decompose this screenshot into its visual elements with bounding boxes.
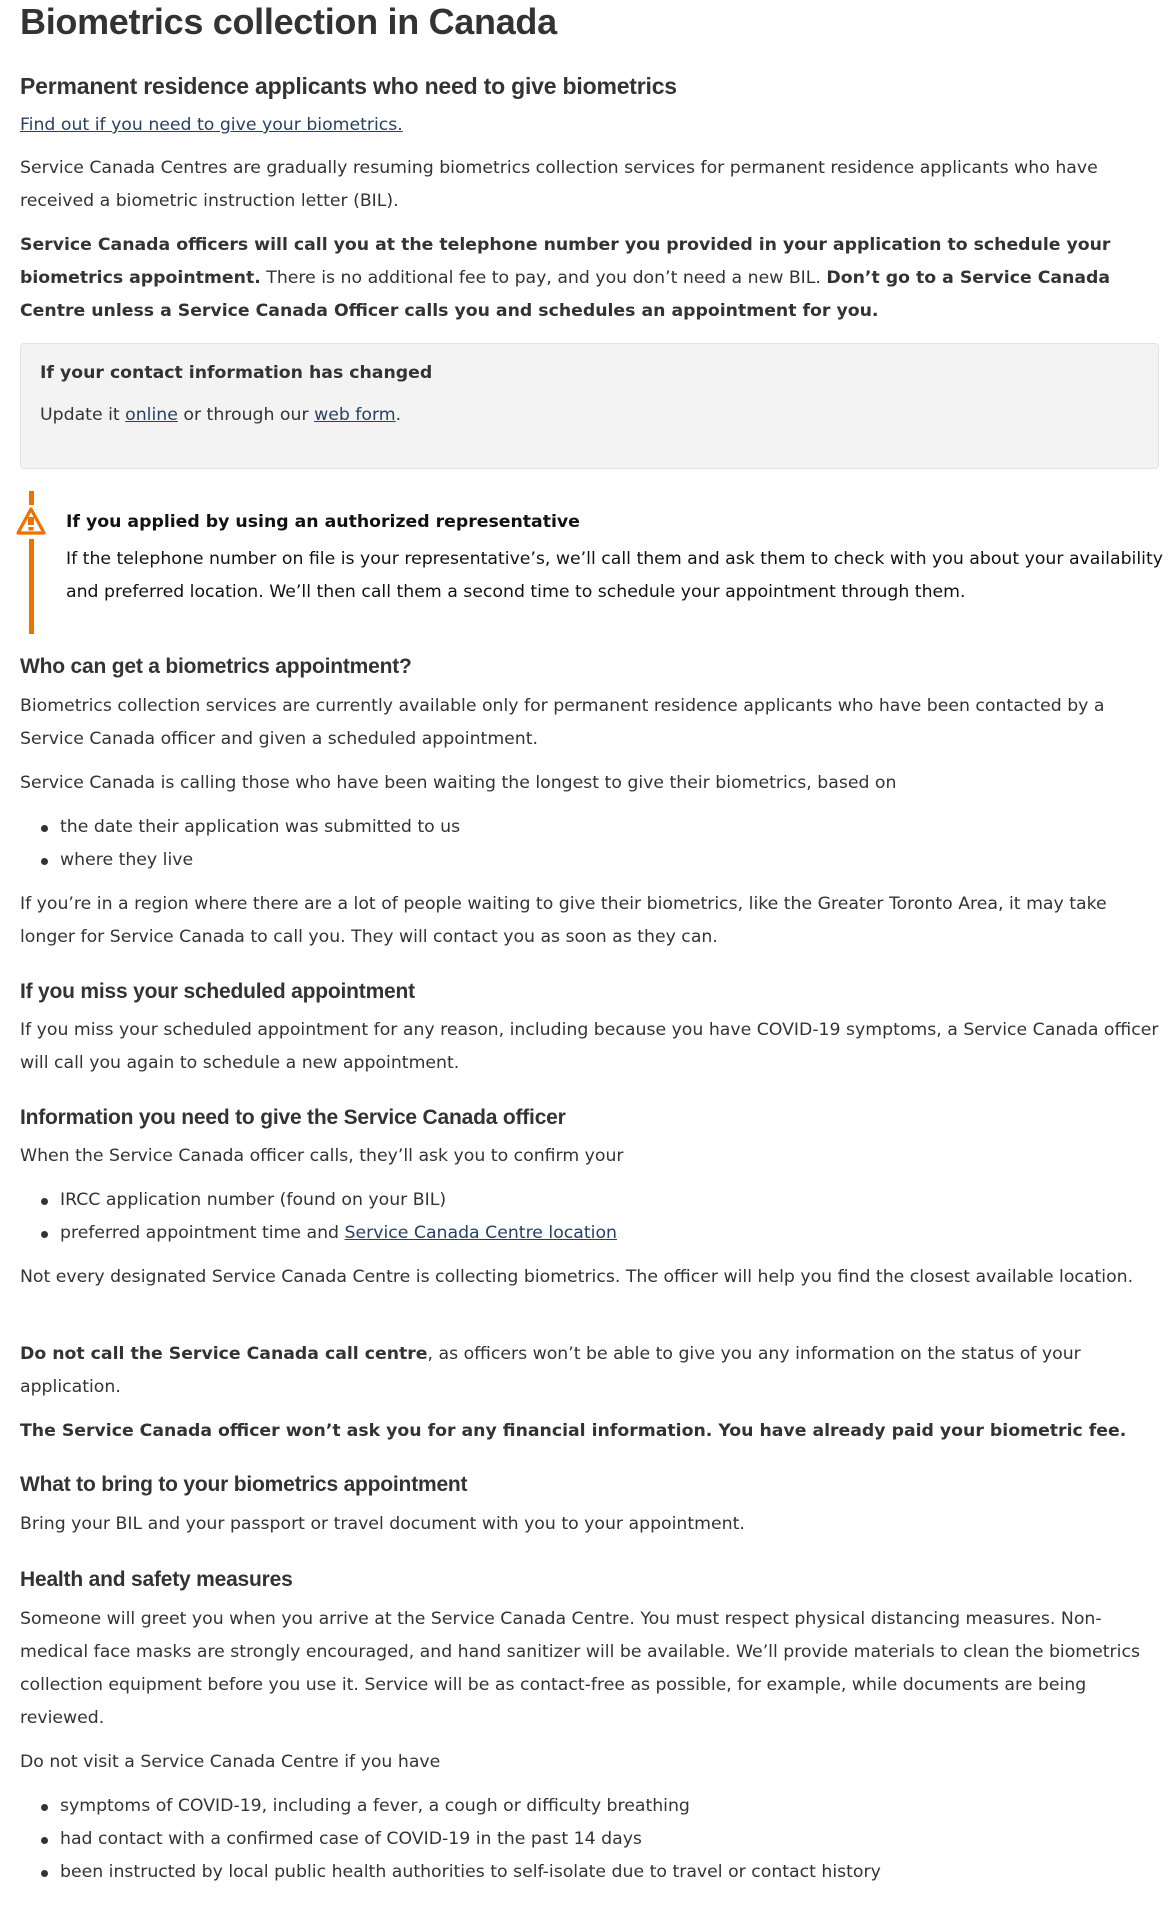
miss-paragraph: If you miss your scheduled appointment for any reason, including because you have COVID-19 symptoms, a Service Canada officer will call you again to schedule a new appointment. [20,1020,1159,1073]
no-fee-text: There is no additional fee to pay, and you don’t need a new BIL. [260,268,827,288]
no-financial-info-bold: The Service Canada officer won’t ask you for any financial information. You have already paid your biometric fee. [20,1421,1127,1441]
contact-box-text [40,399,401,432]
info-list [20,1184,1170,1250]
list-item: IRCC application number (found on your BIL) [60,1184,1170,1217]
list-item: where they live [60,844,1170,877]
section-heading-miss: If you miss your scheduled appointment [20,980,415,1003]
who-paragraph-1: Biometrics collection services are currently available only for permanent residence applicants who have been contacted by a Service Canada officer and given a scheduled appointment. [20,696,1105,749]
info-paragraph-4 [20,1415,1160,1448]
who-criteria-list [20,811,1170,877]
who-paragraph-3: If you’re in a region where there are a lot of people waiting to give their biometrics, like the Greater Toronto Area, it may take longer for Service Canada to call you. They will contact you as soon as they can. [20,894,1107,947]
do-not-call-text: , as officers won’t be able to give you any information on the status of your application. [20,1344,1081,1397]
list-item: the date their application was submitted to us [60,811,1170,844]
health-list [20,1790,1170,1889]
contact-text-before: Update it [40,405,126,425]
contact-text-middle: or through our [177,405,315,425]
list-item: had contact with a confirmed case of COVID-19 in the past 14 days [60,1823,1170,1856]
health-paragraph-2: Do not visit a Service Canada Centre if you have [20,1752,441,1772]
warning-bar-top [29,491,34,505]
warning-text: If the telephone number on file is your representative’s, we’ll call them and ask them to check with you about your availability and preferred location. We’ll then call them a second time to schedule your appointment through them. [66,549,1163,602]
find-out-biometrics-link[interactable]: Find out if you need to give your biometrics. [20,115,403,135]
warning-bar [29,539,34,634]
info-paragraph-3 [20,1338,1160,1404]
web-form-link[interactable]: web form [314,405,396,425]
section-heading-info: Information you need to give the Service Canada officer [20,1106,566,1129]
page-title: Biometrics collection in Canada [20,1,557,42]
resuming-services-paragraph: Service Canada Centres are gradually resuming biometrics collection services for permanent residence applicants who have received a biometric instruction letter (BIL). [20,158,1098,211]
list-item [60,1217,1170,1250]
officers-call-paragraph [20,229,1160,328]
bring-paragraph: Bring your BIL and your passport or travel document with you to your appointment. [20,1514,745,1534]
list-item: been instructed by local public health authorities to self-isolate due to travel or contact history [60,1856,1170,1889]
officers-call-bold: Service Canada officers will call you at the telephone number you provided in your application to schedule your biometrics appointment. [20,235,1111,288]
list-item: symptoms of COVID-19, including a fever, a cough or difficulty breathing [60,1790,1170,1823]
health-paragraph-1: Someone will greet you when you arrive at the Service Canada Centre. You must respect physical distancing measures. Non-medical face masks are strongly encouraged, and hand sanitizer will be available. We’ll provide materials to clean the biometrics collection equipment before you use it. Service will be as contact-free as possible, for example, while documents are being reviewed. [20,1609,1140,1728]
warning-triangle-icon [16,507,46,535]
info-paragraph-2: Not every designated Service Canada Centre is collecting biometrics. The officer will help you find the closest available location. [20,1267,1134,1287]
section-heading-health: Health and safety measures [20,1568,293,1591]
contact-box-title: If your contact information has changed [40,363,433,383]
who-paragraph-2: Service Canada is calling those who have been waiting the longest to give their biometrics, based on [20,773,897,793]
section-heading-bring: What to bring to your biometrics appointment [20,1473,468,1496]
online-link[interactable]: online [125,405,178,425]
list-item-text: preferred appointment time and [60,1223,345,1243]
service-canada-centre-location-link[interactable]: Service Canada Centre location [344,1223,617,1243]
warning-title: If you applied by using an authorized representative [66,512,580,532]
contact-text-after: . [395,405,402,425]
contact-info-changed-box [20,343,1159,469]
section-heading-permanent-residence: Permanent residence applicants who need to give biometrics [20,73,677,99]
do-not-call-bold: Do not call the Service Canada call centre [20,1344,428,1364]
dont-go-bold: Don’t go to a Service Canada Centre unless a Service Canada Officer calls you and schedules an appointment for you. [20,268,1111,321]
info-paragraph-1: When the Service Canada officer calls, they’ll ask you to confirm your [20,1146,624,1166]
section-heading-who: Who can get a biometrics appointment? [20,655,412,678]
